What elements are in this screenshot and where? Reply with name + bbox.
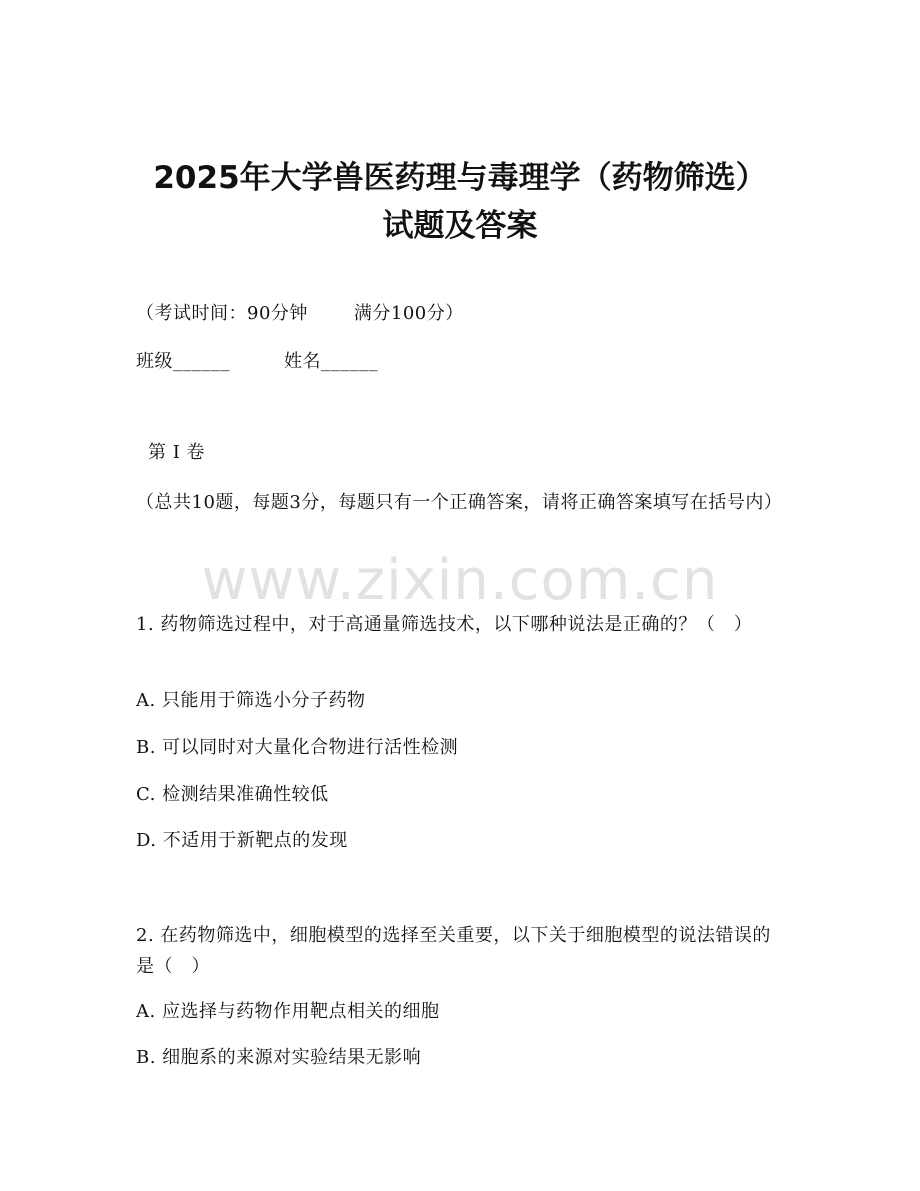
document-title-line-1: 2025年大学兽医药理与毒理学（药物筛选） <box>153 160 767 196</box>
section-heading: 第 I 卷 <box>148 442 206 463</box>
name-field: 姓名______ <box>284 351 378 372</box>
class-field: 班级______ <box>136 351 230 372</box>
document-title-line-2: 试题及答案 <box>382 208 538 244</box>
question-1-option-a: A. 只能用于筛选小分子药物 <box>136 690 366 711</box>
exam-info <box>136 302 464 326</box>
watermark: www.zixin.com.cn <box>201 548 719 613</box>
section-instructions: （总共10题，每题3分，每题只有一个正确答案，请将正确答案填写在括号内） <box>136 492 783 513</box>
question-1-stem: 1. 药物筛选过程中，对于高通量筛选技术，以下哪种说法是正确的？（ ） <box>136 614 753 635</box>
exam-full-score: 满分100分） <box>353 303 464 324</box>
question-1-option-b: B. 可以同时对大量化合物进行活性检测 <box>136 737 459 758</box>
student-fields <box>136 350 378 374</box>
question-1-option-d: D. 不适用于新靶点的发现 <box>136 830 348 851</box>
question-2-stem: 2. 在药物筛选中，细胞模型的选择至关重要，以下关于细胞模型的说法错误的是（ ） <box>136 925 771 977</box>
exam-time: （考试时间：90分钟 <box>136 303 308 324</box>
question-1-option-c: C. 检测结果准确性较低 <box>136 784 329 805</box>
question-2-option-b: B. 细胞系的来源对实验结果无影响 <box>136 1047 422 1068</box>
question-2-option-a: A. 应选择与药物作用靶点相关的细胞 <box>136 1001 440 1022</box>
